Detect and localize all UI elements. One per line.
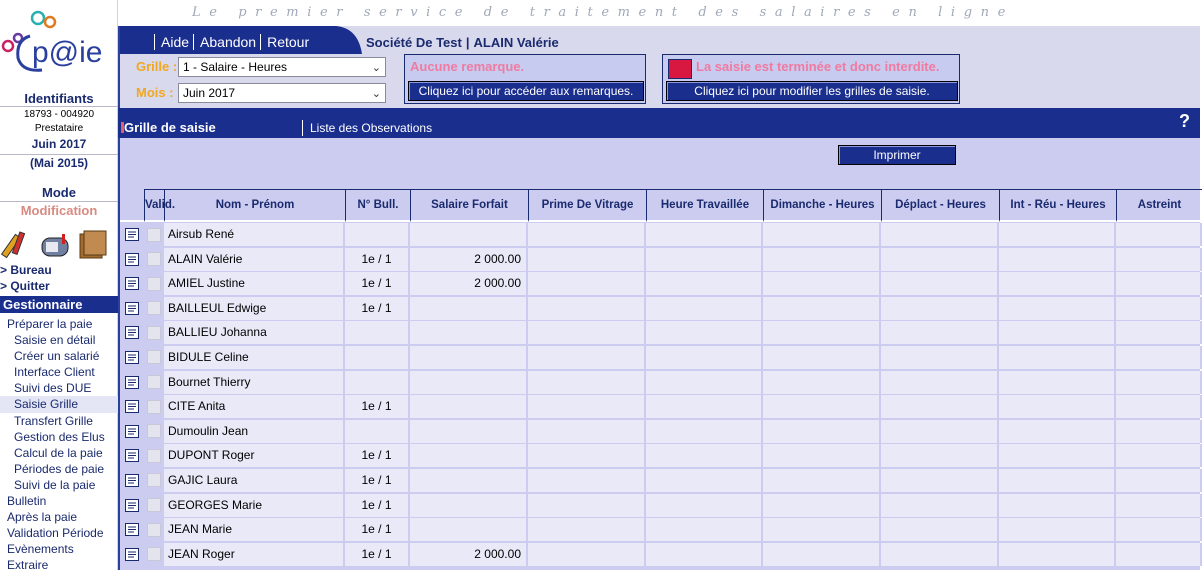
cell-input[interactable] [999, 518, 1116, 541]
table-row [120, 517, 1202, 542]
cell-input[interactable] [646, 297, 763, 320]
cell-input[interactable] [1116, 518, 1202, 541]
cell-input[interactable] [763, 272, 881, 295]
cell-input[interactable] [646, 346, 763, 369]
cell-salaire-forfait[interactable] [410, 297, 528, 320]
cell-nom-prenom: AMIEL Justine [164, 272, 345, 295]
table-row [120, 222, 1202, 247]
cell-input[interactable] [763, 371, 881, 394]
column-header-astreint[interactable]: Astreint [1116, 189, 1202, 222]
identifiants-title: Identifiants [24, 91, 94, 106]
cell-input[interactable] [763, 543, 881, 566]
cell-input[interactable] [646, 395, 763, 418]
cell-input[interactable] [999, 346, 1116, 369]
cell-nom-prenom: BALLIEU Johanna [164, 321, 345, 344]
valid-checkbox[interactable] [147, 523, 161, 537]
column-header-prime-de-vitrage[interactable]: Prime De Vitrage [528, 189, 646, 222]
row-detail-cell [120, 494, 144, 517]
grille-select-value: 1 - Salaire - Heures [183, 60, 288, 74]
cell-input[interactable] [881, 543, 999, 566]
cell-input[interactable] [881, 223, 999, 246]
valid-cell [144, 223, 164, 246]
cell-num-bull [345, 346, 410, 369]
cell-input[interactable] [881, 297, 999, 320]
valid-cell [144, 420, 164, 443]
cell-input[interactable] [528, 321, 646, 344]
open-remarks-button[interactable]: Cliquez ici pour accéder aux remarques. [408, 81, 644, 101]
column-header-dimanche-heures[interactable]: Dimanche - Heures [763, 189, 881, 222]
grille-select[interactable] [178, 57, 386, 77]
mois-select-value: Juin 2017 [183, 86, 236, 100]
valid-checkbox[interactable] [147, 375, 161, 389]
row-detail-cell [120, 248, 144, 271]
cell-input[interactable] [646, 321, 763, 344]
cell-salaire-forfait[interactable] [410, 371, 528, 394]
document-icon[interactable] [125, 302, 139, 315]
valid-cell [144, 297, 164, 320]
document-icon[interactable] [125, 425, 139, 438]
tagline: Le premier service de traitement des salaires en ligne [118, 0, 1200, 26]
cell-input[interactable] [999, 543, 1116, 566]
cell-input[interactable] [881, 395, 999, 418]
row-detail-cell [120, 272, 144, 295]
cell-input[interactable] [528, 371, 646, 394]
cell-nom-prenom: JEAN Marie [164, 518, 345, 541]
cell-input[interactable] [1116, 321, 1202, 344]
cell-input[interactable] [646, 469, 763, 492]
cell-nom-prenom: BIDULE Celine [164, 346, 345, 369]
cell-num-bull: 1e / 1 [345, 297, 410, 320]
row-detail-cell [120, 346, 144, 369]
valid-checkbox[interactable] [147, 228, 161, 242]
valid-checkbox[interactable] [147, 400, 161, 414]
divider [0, 106, 118, 107]
valid-checkbox[interactable] [147, 326, 161, 340]
row-detail-cell [120, 223, 144, 246]
row-detail-cell [120, 420, 144, 443]
valid-cell [144, 444, 164, 467]
table-row [120, 247, 1202, 272]
valid-checkbox[interactable] [147, 498, 161, 512]
cell-input[interactable] [763, 297, 881, 320]
document-icon[interactable] [125, 499, 139, 512]
row-detail-cell [120, 371, 144, 394]
cell-input[interactable] [1116, 420, 1202, 443]
period-since: (Mai 2015) [29, 156, 89, 170]
cell-num-bull: 1e / 1 [345, 543, 410, 566]
table-row [120, 443, 1202, 468]
identifiants-number: 18793 - 004920 [23, 109, 95, 120]
cell-num-bull [345, 223, 410, 246]
cell-input[interactable] [881, 444, 999, 467]
cell-input[interactable] [528, 420, 646, 443]
bureau-link[interactable]: > Bureau [0, 263, 52, 277]
lock-status-indicator [668, 59, 692, 79]
cell-input[interactable] [763, 469, 881, 492]
document-icon[interactable] [125, 253, 139, 266]
main-content [118, 138, 1200, 570]
cell-input[interactable] [1116, 248, 1202, 271]
cell-num-bull: 1e / 1 [345, 518, 410, 541]
menu-item-calcul-de-la-paie[interactable]: Calcul de la paie [14, 445, 103, 460]
svg-text:p@ie: p@ie [32, 36, 103, 69]
cell-input[interactable] [881, 518, 999, 541]
cell-num-bull: 1e / 1 [345, 395, 410, 418]
cell-input[interactable] [999, 272, 1116, 295]
menu-item-saisie-en-detail[interactable]: Saisie en détail [14, 333, 96, 348]
left-sidebar [0, 0, 118, 573]
cell-num-bull: 1e / 1 [345, 469, 410, 492]
cell-input[interactable] [999, 223, 1116, 246]
cell-input[interactable] [1116, 494, 1202, 517]
table-row [120, 370, 1202, 395]
menu-item-suivi-de-la-paie[interactable]: Suivi de la paie [14, 477, 96, 492]
cell-salaire-forfait[interactable]: 2 000.00 [410, 248, 528, 271]
menu-item-periodes-de-paie[interactable]: Périodes de paie [14, 461, 105, 476]
cell-input[interactable] [999, 444, 1116, 467]
cell-input[interactable] [763, 223, 881, 246]
cell-input[interactable] [881, 321, 999, 344]
cell-input[interactable] [646, 444, 763, 467]
cell-input[interactable] [1116, 371, 1202, 394]
cell-input[interactable] [1116, 395, 1202, 418]
menu-item-creer-un-salarie[interactable]: Créer un salarié [14, 349, 100, 364]
cell-num-bull: 1e / 1 [345, 494, 410, 517]
remarks-panel [404, 54, 646, 104]
document-icon[interactable] [125, 400, 139, 413]
mode-value: Modification [20, 203, 98, 218]
document-icon[interactable] [125, 277, 139, 290]
cell-input[interactable] [646, 248, 763, 271]
valid-cell [144, 248, 164, 271]
cell-salaire-forfait[interactable] [410, 420, 528, 443]
mode-title: Mode [42, 185, 76, 200]
employee-name: ALAIN Valérie [473, 35, 559, 50]
cell-input[interactable] [763, 248, 881, 271]
table-row [120, 320, 1202, 345]
pencil-icon[interactable] [2, 232, 25, 258]
valid-cell [144, 272, 164, 295]
cell-input[interactable] [999, 420, 1116, 443]
remarks-status: Aucune remarque. [410, 59, 525, 74]
row-detail-cell [120, 543, 144, 566]
cell-input[interactable] [999, 395, 1116, 418]
cell-input[interactable] [646, 494, 763, 517]
cell-num-bull [345, 321, 410, 344]
column-header-nom-prenom[interactable]: Nom - Prénom [164, 189, 345, 222]
document-icon[interactable] [125, 449, 139, 462]
menu-item-transfert-grille[interactable]: Transfert Grille [14, 413, 93, 428]
table-row [120, 296, 1202, 321]
document-icon[interactable] [125, 228, 139, 241]
valid-cell [144, 543, 164, 566]
cell-nom-prenom: Bournet Thierry [164, 371, 345, 394]
table-row [120, 468, 1202, 493]
menu-item-suivi-des-due[interactable]: Suivi des DUE [14, 381, 92, 396]
cell-input[interactable] [763, 494, 881, 517]
document-icon[interactable] [125, 523, 139, 536]
row-detail-cell [120, 297, 144, 320]
valid-cell [144, 346, 164, 369]
cell-input[interactable] [881, 346, 999, 369]
column-header-salaire-forfait[interactable]: Salaire Forfait [410, 189, 528, 222]
valid-checkbox[interactable] [147, 350, 161, 364]
column-header-heure-travaillee[interactable]: Heure Travaillée [646, 189, 763, 222]
cell-salaire-forfait[interactable] [410, 494, 528, 517]
document-icon[interactable] [125, 474, 139, 487]
cell-input[interactable] [528, 272, 646, 295]
cell-input[interactable] [881, 272, 999, 295]
menu-item-apres-la-paie[interactable]: Après la paie [7, 510, 78, 525]
cell-input[interactable] [528, 297, 646, 320]
cell-input[interactable] [763, 321, 881, 344]
cell-nom-prenom: Airsub René [164, 223, 345, 246]
valid-checkbox[interactable] [147, 252, 161, 266]
tab-divider [302, 120, 303, 136]
document-icon[interactable] [125, 326, 139, 339]
folder-icon[interactable] [80, 231, 106, 258]
cell-input[interactable] [763, 395, 881, 418]
cell-nom-prenom: GEORGES Marie [164, 494, 345, 517]
company-name: Société De Test [366, 35, 462, 50]
shortcut-icons [4, 228, 114, 262]
cell-input[interactable] [881, 248, 999, 271]
cell-input[interactable] [528, 469, 646, 492]
cell-salaire-forfait[interactable] [410, 444, 528, 467]
cell-salaire-forfait[interactable]: 2 000.00 [410, 543, 528, 566]
divider [0, 154, 118, 155]
menu-item-preparer-la-paie[interactable]: Préparer la paie [7, 317, 93, 331]
cell-input[interactable] [881, 469, 999, 492]
cell-nom-prenom: DUPONT Roger [164, 444, 345, 467]
lock-status: La saisie est terminée et donc interdite. [696, 59, 940, 74]
cell-input[interactable] [999, 248, 1116, 271]
menu-item-interface-client[interactable]: Interface Client [14, 365, 95, 380]
document-icon[interactable] [125, 376, 139, 389]
table-row [120, 271, 1202, 296]
cell-salaire-forfait[interactable] [410, 518, 528, 541]
abandon-link[interactable]: Abandon [193, 34, 260, 50]
cell-input[interactable] [1116, 444, 1202, 467]
tab-liste-des-observations[interactable]: Liste des Observations [310, 121, 433, 135]
valid-cell [144, 518, 164, 541]
cell-input[interactable] [999, 494, 1116, 517]
cell-num-bull: 1e / 1 [345, 444, 410, 467]
cell-nom-prenom: ALAIN Valérie [164, 248, 345, 271]
identifiants-role: Prestataire [34, 123, 84, 134]
grid-header [120, 189, 1202, 222]
cell-num-bull [345, 420, 410, 443]
cell-input[interactable] [999, 297, 1116, 320]
menu-item-extraire[interactable]: Extraire [7, 558, 49, 573]
cell-salaire-forfait[interactable] [410, 321, 528, 344]
cell-num-bull: 1e / 1 [345, 248, 410, 271]
cell-input[interactable] [999, 371, 1116, 394]
current-period: Juin 2017 [31, 137, 87, 151]
menu-item-evenements[interactable]: Evènements [7, 542, 74, 557]
top-toolbar [118, 26, 1200, 108]
row-detail-cell [120, 518, 144, 541]
row-detail-cell [120, 395, 144, 418]
cell-salaire-forfait[interactable] [410, 469, 528, 492]
valid-cell [144, 371, 164, 394]
company-context: Société De Test | ALAIN Valérie [366, 35, 559, 50]
column-header-int-reu-heures[interactable]: Int - Réu - Heures [999, 189, 1116, 222]
tab-bar [118, 108, 1200, 138]
chevron-down-icon: ⌄ [371, 88, 381, 100]
edit-grids-button[interactable]: Cliquez ici pour modifier les grilles de saisie. [666, 81, 958, 101]
cell-input[interactable] [528, 444, 646, 467]
cell-input[interactable] [763, 346, 881, 369]
cell-nom-prenom: CITE Anita [164, 395, 345, 418]
cell-input[interactable] [763, 444, 881, 467]
cell-input[interactable] [528, 494, 646, 517]
gestionnaire-section-header: Gestionnaire [0, 296, 118, 313]
mois-select[interactable] [178, 83, 386, 103]
paie-logo [2, 6, 114, 84]
cell-input[interactable] [646, 420, 763, 443]
cell-input[interactable] [881, 371, 999, 394]
cell-input[interactable] [763, 420, 881, 443]
table-row [120, 419, 1202, 444]
valid-cell [144, 469, 164, 492]
cell-input[interactable] [881, 420, 999, 443]
gestionnaire-menu [0, 316, 118, 574]
cell-input[interactable] [646, 223, 763, 246]
cell-input[interactable] [1116, 297, 1202, 320]
mois-label: Mois : [136, 85, 174, 100]
cell-salaire-forfait[interactable] [410, 395, 528, 418]
cell-nom-prenom: BAILLEUL Edwige [164, 297, 345, 320]
row-detail-cell [120, 444, 144, 467]
valid-checkbox[interactable] [147, 547, 161, 561]
cell-input[interactable] [881, 494, 999, 517]
cell-input[interactable] [999, 469, 1116, 492]
table-row [120, 493, 1202, 518]
cell-salaire-forfait[interactable] [410, 346, 528, 369]
table-row [120, 542, 1202, 567]
valid-checkbox[interactable] [147, 301, 161, 315]
aide-link[interactable]: Aide [154, 34, 193, 50]
menu-item-saisie-grille[interactable]: Saisie Grille [0, 396, 118, 412]
cell-input[interactable] [646, 371, 763, 394]
table-row [120, 345, 1202, 370]
menu-item-validation-periode[interactable]: Validation Période [7, 526, 104, 541]
cell-input[interactable] [528, 395, 646, 418]
cell-input[interactable] [646, 272, 763, 295]
valid-checkbox[interactable] [147, 449, 161, 463]
cell-input[interactable] [528, 346, 646, 369]
valid-checkbox[interactable] [147, 473, 161, 487]
column-header-valid: Valid. [144, 189, 164, 222]
cell-salaire-forfait[interactable]: 2 000.00 [410, 272, 528, 295]
valid-checkbox[interactable] [147, 424, 161, 438]
cell-input[interactable] [528, 518, 646, 541]
row-detail-cell [120, 321, 144, 344]
column-header-deplact-heures[interactable]: Déplact - Heures [881, 189, 999, 222]
document-icon[interactable] [125, 351, 139, 364]
cell-num-bull [345, 371, 410, 394]
menu-item-bulletin[interactable]: Bulletin [7, 494, 47, 509]
table-row [120, 394, 1202, 419]
tab-grille-de-saisie[interactable]: Grille de saisie [124, 120, 216, 135]
cell-num-bull: 1e / 1 [345, 272, 410, 295]
retour-link[interactable]: Retour [260, 34, 313, 50]
chevron-down-icon: ⌄ [371, 62, 381, 74]
cell-nom-prenom: JEAN Roger [164, 543, 345, 566]
cell-input[interactable] [763, 518, 881, 541]
cell-input[interactable] [528, 543, 646, 566]
mailbox-icon[interactable] [42, 234, 68, 256]
print-button[interactable]: Imprimer [838, 145, 956, 165]
nav-links [154, 34, 313, 50]
grille-label: Grille : [136, 59, 178, 74]
cell-input[interactable] [1116, 543, 1202, 566]
column-header-num-bull[interactable]: N° Bull. [345, 189, 410, 222]
valid-checkbox[interactable] [147, 277, 161, 291]
lock-panel [662, 54, 960, 104]
grid-body [120, 222, 1202, 566]
cell-input[interactable] [528, 248, 646, 271]
valid-cell [144, 321, 164, 344]
divider [0, 201, 118, 202]
cell-input[interactable] [1116, 223, 1202, 246]
cell-input[interactable] [999, 321, 1116, 344]
help-icon[interactable]: ? [1179, 111, 1190, 131]
quitter-link[interactable]: > Quitter [0, 279, 50, 293]
cell-input[interactable] [646, 543, 763, 566]
valid-cell [144, 494, 164, 517]
menu-item-gestion-des-elus[interactable]: Gestion des Elus [14, 429, 105, 444]
row-detail-cell [120, 469, 144, 492]
cell-input[interactable] [528, 223, 646, 246]
cell-input[interactable] [1116, 346, 1202, 369]
cell-input[interactable] [1116, 469, 1202, 492]
cell-nom-prenom: Dumoulin Jean [164, 420, 345, 443]
cell-salaire-forfait[interactable] [410, 223, 528, 246]
cell-input[interactable] [646, 518, 763, 541]
valid-cell [144, 395, 164, 418]
header-spacer [120, 189, 144, 222]
cell-input[interactable] [1116, 272, 1202, 295]
document-icon[interactable] [125, 548, 139, 561]
cell-nom-prenom: GAJIC Laura [164, 469, 345, 492]
